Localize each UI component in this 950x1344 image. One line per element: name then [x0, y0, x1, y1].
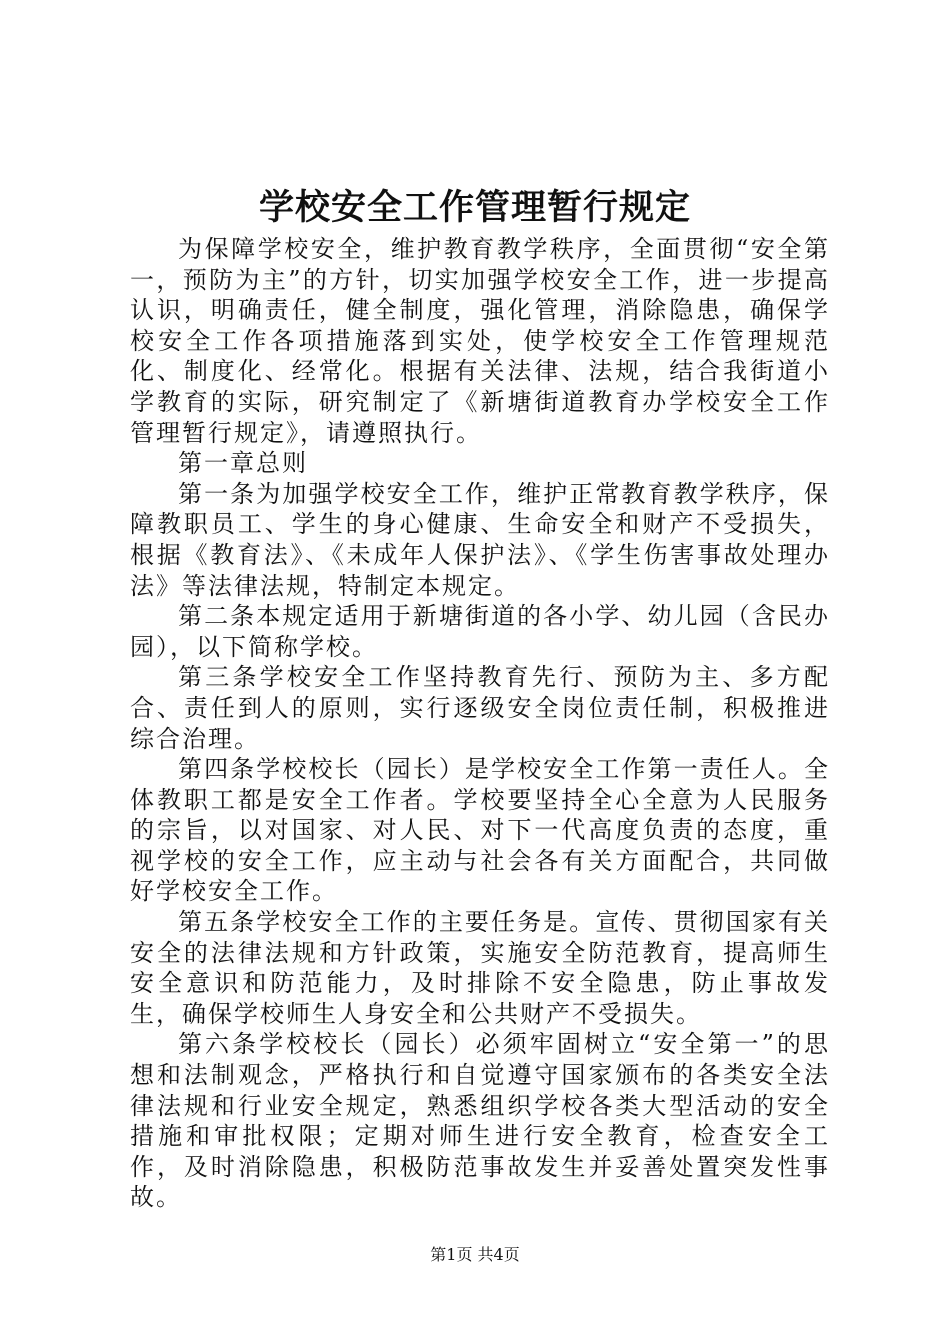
article-1: 第一条为加强学校安全工作，维护正常教育教学秩序，保障教职员工、学生的身心健康、生命安全和财产不受损失，根据《教育法》、《未成年人保护法》、《学生伤害事故处理办法》等法律法规，特制定本规定。: [130, 479, 830, 600]
article-5: 第五条学校安全工作的主要任务是。宣传、贯彻国家有关安全的法律法规和方针政策，实施安全防范教育，提高师生安全意识和防范能力，及时排除不安全隐患，防止事故发生，确保学校师生人身安全和公共财产不受损失。: [130, 908, 830, 1028]
article-3: 第三条学校安全工作坚持教育先行、预防为主、多方配合、责任到人的原则，实行逐级安全岗位责任制，积极推进综合治理。: [130, 663, 830, 753]
document-body: [130, 234, 830, 1213]
paragraph-intro: 为保障学校安全，维护教育教学秩序，全面贯彻“安全第一，预防为主”的方针，切实加强学校安全工作，进一步提高认识，明确责任，健全制度，强化管理，消除隐患，确保学校安全工作各项措施落到实处，使学校安全工作管理规范化、制度化、经常化。根据有关法律、法规，结合我街道小学教育的实际，研究制定了《新塘街道教育办学校安全工作管理暂行规定》，请遵照执行。: [130, 235, 830, 447]
article-4: 第四条学校校长（园长）是学校安全工作第一责任人。全体教职工都是安全工作者。学校要坚持全心全意为人民服务的宗旨，以对国家、对人民、对下一代高度负责的态度，重视学校的安全工作，应主动与社会各有关方面配合，共同做好学校安全工作。: [130, 755, 830, 906]
document-title: 学校安全工作管理暂行规定: [258, 188, 691, 228]
article-2: 第二条本规定适用于新塘街道的各小学、幼儿园（含民办园），以下简称学校。: [130, 602, 830, 661]
article-6: 第六条学校校长（园长）必须牢固树立“安全第一”的思想和法制观念，严格执行和自觉遵守国家颁布的各类安全法律法规和行业安全规定，熟悉组织学校各类大型活动的安全措施和审批权限；定期对师生进行安全教育，检查安全工作，及时消除隐患，积极防范事故发生并妥善处置突发性事故。: [130, 1030, 830, 1212]
page-number: 第1页 共4页: [430, 1245, 520, 1264]
chapter-heading: 第一章总则: [178, 449, 308, 478]
